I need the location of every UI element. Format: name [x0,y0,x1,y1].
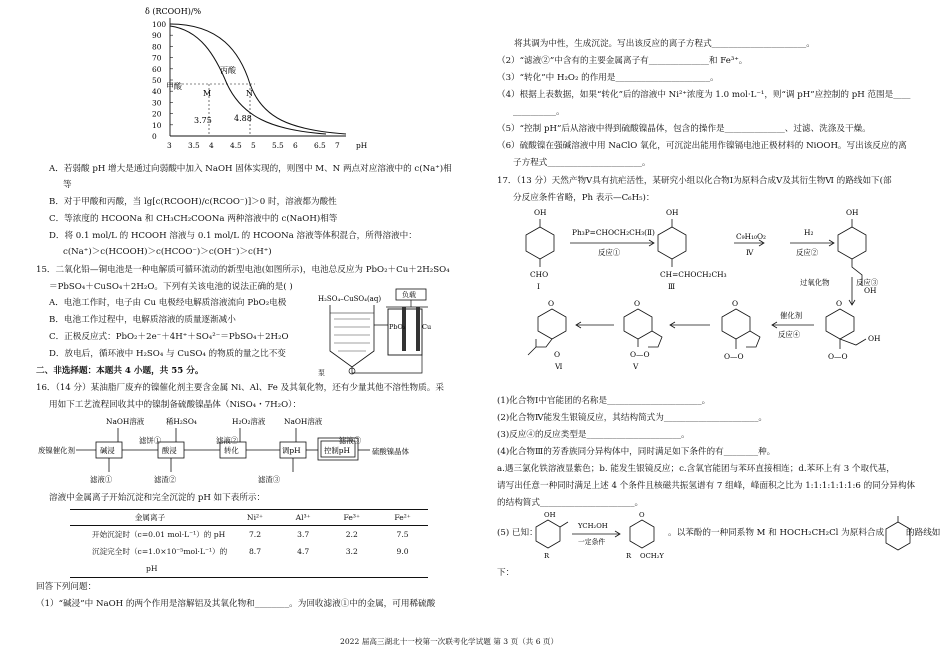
row2-ni: 8.7 [248,547,262,556]
propionic-acid-label: 丙酸 [220,66,236,75]
scheme-o-5: O [554,350,561,359]
electrolyte-label: H₂SO₄–CuSO₄(aq) [318,295,382,303]
row1-al: 3.7 [297,530,310,539]
scheme-oh-3: OH [846,208,859,217]
known-reaction [534,508,664,564]
q16-part5: （5）“控制 pH”后从溶液中得到硫酸镍晶体，包含的操作是______________、过滤、洗涤及干燥。 [497,124,871,134]
known-r-1: R [544,552,550,560]
flow-box-labels [100,446,351,455]
scheme-iv-formula: C₉H₁₀O₂ [736,232,767,241]
n-ph-value: 4.88 [234,114,252,123]
label-compound-vi: Ⅵ [555,362,563,371]
flow-box-control-ph: 控制pH [324,446,350,455]
flow-box-convert: 转化 [224,446,239,455]
q16-part3: （3）“转化”中 H₂O₂ 的作用是______________________。 [497,73,719,83]
flow-start: 废镍催化剂 [38,446,75,455]
y-tick-label: 20 [152,109,162,119]
y-tick-label: 70 [152,53,162,63]
row1-fe2: 7.5 [396,530,409,539]
q14-option-d-cont: c(Na⁺)＞c(HCOOH)＞c(HCOO⁻)＞c(OH⁻)＞c(H⁺) [63,247,272,257]
y-tick-label: 30 [152,98,162,108]
th-fe2: Fe²⁺ [377,510,428,526]
x-tick-label: 5 [251,141,256,150]
q17-part4-answer: 的结构简式______________________。 [497,498,644,508]
q14-option-a-cont: 等 [63,180,72,190]
q17-part5-task-cont: 的路线如 [906,528,941,538]
q17-part5-known: (5) 已知： [497,528,538,538]
formic-acid-label: 甲酸 [166,82,182,91]
flow-residue-3: 滤渣③ [258,475,281,484]
q17-part5-end: 下： [497,568,515,578]
scheme-cond-1: 反应① [598,248,621,257]
y-tick-label: 50 [152,76,162,85]
flow-residue-2: 滤渣② [154,475,177,484]
known-reagent: YCH₂OH [578,522,608,530]
scheme-o-4: O [548,299,555,308]
scheme-ooh-2: O—O [724,352,744,361]
cu-label: Cu [422,323,432,331]
battery-diagram [316,285,436,377]
flow-end: 硫酸镍晶体 [372,447,409,456]
x-tick-label: 4 [209,141,214,150]
y-tick-label: 0 [152,132,157,141]
label-compound-v: Ⅴ [633,362,639,371]
q14-option-c: C．等浓度的 HCOONa 和 CH₃CH₂COONa 两种溶液中的 c(NaOH)相等 [49,214,338,224]
scheme-o-2: O [732,299,739,308]
known-r-2: R [626,552,632,560]
x-tick-label: 7 [335,141,340,150]
row2-label: 沉淀完全时（c=1.0×10⁻⁵mol·L⁻¹）的 [92,547,228,556]
label-compound-iii: Ⅲ [668,282,676,291]
scheme-cond-4: 反应④ [778,330,801,339]
scheme-o-1: O [836,299,843,308]
q17-stem: 17．（13 分）天然产物Ⅴ具有抗疟活性，某研究小组以化合物Ⅰ为原料合成Ⅴ及其衍生物Ⅵ 的路线如下(部 [497,176,892,186]
flow-reagent-naoh: NaOH溶液 [106,417,145,426]
q14-option-d: D．将 0.1 mol/L 的 HCOOH 溶液与 0.1 mol/L 的 HCOONa 溶液等体积混合，所得溶液中： [49,231,417,241]
q16-part4-cont: __________。 [513,107,565,117]
q16-stem: 16．（14 分）某油脂厂废弃的镍催化剂主要含金属 Ni、Al、Fe 及其氧化物，还有少量其他不溶性物质。采 [36,383,444,393]
pump-label: 泵 [318,369,325,377]
x-tick-label: 5.5 [272,141,284,150]
x-tick-label: 4.5 [230,141,242,150]
q16-part6: （6）硫酸镍在强碱溶液中用 NaClO 氧化，可沉淀出能用作镍镉电池正极材料的 NiOOH。写出该反应的离 [497,141,907,151]
flow-reagent-h2so4: 稀H₂SO₄ [166,417,197,426]
scheme-side-chain: CH=CHOCH₂CH₃ [660,270,727,279]
scheme-oh-1: OH [534,208,547,217]
flow-filter-2: 滤液② [216,436,239,445]
q15-option-c: C．正极反应式：PbO₂＋2e⁻＋4H⁺＋SO₄²⁻＝PbSO₄＋2H₂O [49,332,289,342]
x-tick-label: 3 [167,141,172,150]
q15-stem: 15．二氧化铅—铜电池是一种电解质可循环流动的新型电池(如图所示)，电池总反应为 PbO₂＋Cu＋2H₂SO₄ [36,265,450,275]
q15-stem-cont: ＝PbSO₄＋CuSO₄＋2H₂O。下列有关该电池的说法正确的是( ) [49,282,293,292]
q14-option-a: A．若弱酸 pH 增大是通过向弱酸中加入 NaOH 固体实现的，则图中 M、N 两点对应溶液中的 c(Na⁺)相 [49,164,452,174]
row2-al: 4.7 [297,547,310,556]
row1-ni: 7.2 [248,530,262,539]
flow-box-adjust-ph: 调pH [282,446,301,455]
y-tick-label: 90 [152,31,162,41]
scheme-reagent-1: Ph₃P=CHOCH₂CH₃(Ⅱ) [572,228,655,237]
q16-part1: （1）“碱浸”中 NaOH 的两个作用是溶解铝及其氧化物和________。为回收滤液①中的金属，可用稀硫酸 [36,599,436,609]
point-m: M [203,89,212,98]
flow-filter-1: 滤饼① [139,436,162,445]
process-flow [36,416,436,486]
q16-stem-cont: 用如下工艺流程回收其中的镍制备硫酸镍晶体（NiSO₄・7H₂O）： [49,400,302,410]
load-label: 负载 [402,291,416,299]
answer-intro: 回答下列问题： [36,582,97,592]
flow-residue-1: 滤液① [90,475,113,484]
q15-option-d: D．放电后，循环液中 H₂SO₄ 与 CuSO₄ 的物质的量之比不变 [49,349,286,359]
q16-part6-cont: 子方程式______________________。 [513,158,651,168]
m-ph-value: 3.75 [194,116,212,125]
flow-box-acid: 酸浸 [162,446,177,455]
section-heading: 二、非选择题：本题共 4 小题，共 55 分。 [36,366,204,376]
q17-part4-request: 请写出任意一种同时满足上述 4 个条件且核磁共振氢谱有 7 组峰，峰面积之比为 1:1:1:1:1:1:6 的同分异构体 [497,481,916,491]
q17-part3: (3)反应④的反应类型是______________________。 [497,430,690,440]
th-fe3: Fe³⁺ [326,510,377,526]
x-tick-label: pH [356,141,368,150]
point-n: N [246,89,253,98]
q17-part4: (4)化合物Ⅲ的芳香族同分异构体中，同时满足如下条件的有________种。 [497,447,776,457]
x-tick-label: 3.5 [188,141,200,150]
label-compound-iv: Ⅳ [746,248,754,257]
x-tick-label: 6 [293,141,298,150]
flow-reagent-naoh2: NaOH溶液 [284,417,323,426]
x-tick-label: 6.5 [314,141,326,150]
synthesis-scheme [510,205,910,375]
ph-table [70,509,428,578]
scheme-oh-5: OH [868,334,881,343]
row1-label: 开始沉淀时（c=0.01 mol·L⁻¹）的 pH [92,530,226,539]
distribution-graph [130,0,390,150]
th-al: Al³⁺ [280,510,326,526]
row1-fe3: 2.2 [345,530,358,539]
page-footer: 2022 届高三湖北十一校第一次联考化学试题 第 3 页（共 6 页） [340,637,559,646]
scheme-h2: H₂ [804,228,814,237]
flow-box-alkali: 碱浸 [100,446,115,455]
scheme-oh-4: OH [864,286,877,295]
known-condition: 一定条件 [578,538,606,546]
scheme-oh-2: OH [666,208,679,217]
y-tick-label: 60 [152,64,162,74]
scheme-cond-2: 反应② [796,248,819,257]
graph-ylabel: δ (RCOOH)/% [145,7,202,16]
scheme-catalyst: 催化剂 [780,311,803,320]
y-tick-label: 40 [152,87,162,97]
q16-part2: （2）“滤液②”中含有的主要金属离子有______________和 Fe³⁺。 [497,56,748,66]
q17-part5-task: 。以苯酚的一种同系物 M 和 HOCH₂CH₂Cl 为原料合成 [668,528,885,538]
known-o: O [639,511,645,519]
label-compound-i: Ⅰ [537,282,540,291]
q17-part1: (1)化合物Ⅰ中官能团的名称是______________________。 [497,396,711,406]
row2-label-cont: pH [70,560,230,578]
q16-part1-cont: 将其调为中性，生成沉淀。写出该反应的离子方程式______________________。 [514,39,815,49]
q17-stem-cont: 分反应条件省略，Ph 表示—C₆H₅)： [513,193,655,203]
q14-option-b: B．对于甲酸和丙酸，当 lg[c(RCOOH)/c(RCOO⁻)]＞0 时，溶液都为酸性 [49,197,337,207]
q16-part4: （4）根据上表数据，如果“转化”后的溶液中 Ni²⁺浓度为 1.0 mol·L⁻¹，则“调 pH”应控制的 pH 范围是____ [497,90,911,100]
y-tick-label: 10 [152,120,162,130]
known-oh: OH [544,511,556,519]
scheme-ooh-3: O—O [630,350,650,359]
q17-part2: (2)化合物Ⅳ能发生银镜反应，其结构简式为______________________。 [497,413,767,423]
row2-fe2: 9.0 [396,547,409,556]
th-ion: 金属离子 [70,510,230,526]
scheme-oxidant: 过氧化物 [800,278,830,287]
y-tick-label: 80 [152,42,162,52]
flow-filter-3: 滤液③ [339,436,362,445]
row2-fe3: 3.2 [345,547,358,556]
scheme-ooh-1: O—O [828,352,848,361]
y-tick-label: 100 [152,20,167,29]
th-ni: Ni²⁺ [230,510,280,526]
scheme-cho: CHO [530,270,549,279]
table-intro: 溶液中金属离子开始沉淀和完全沉淀的 pH 如下表所示： [49,493,266,503]
known-och2y: OCH₂Y [640,552,664,560]
q15-option-b: B．电池工作过程中，电解质溶液的质量逐渐减小 [49,315,236,325]
x-ticks [167,141,368,150]
q17-part4-conditions: a.遇三氯化铁溶液显紫色；b. 能发生银镜反应；c.含氧官能团与苯环直接相连；d.苯环上有 3 个取代基， [497,464,895,474]
scheme-cond-3: 反应③ [856,278,879,287]
scheme-o-3: O [634,299,641,308]
q15-option-a: A．电池工作时，电子由 Cu 电极经电解质溶液流向 PbO₂电极 [49,298,287,308]
pbo2-label: PbO₂ [389,323,406,331]
flow-reagent-h2o2: H₂O₂溶液 [232,417,266,426]
